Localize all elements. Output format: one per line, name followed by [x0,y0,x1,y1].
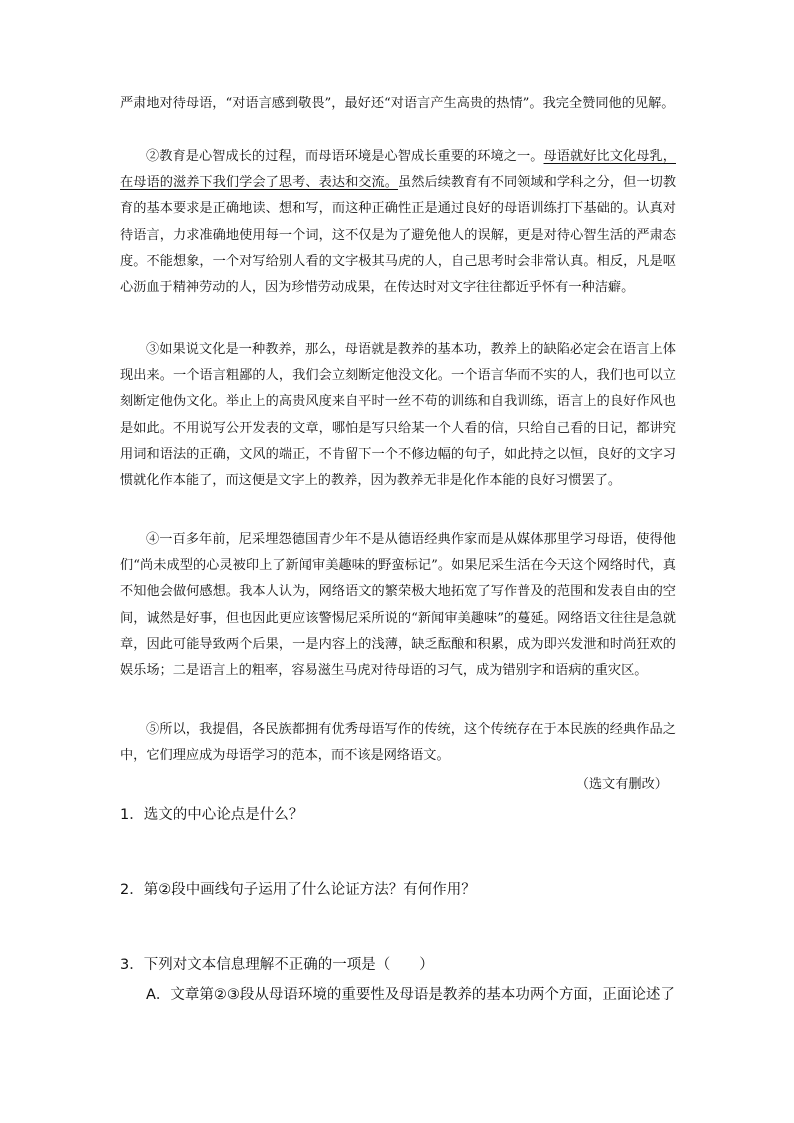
paragraph-1: 严肃地对待母语，“对语言感到敬畏”，最好还“对语言产生高贵的热情”。我完全赞同他的见解。 [120,96,675,111]
paragraph-2-rest: 虽然后续教育有不同领域和学科之分，但一切教育的基本要求是正确地读、想和写，而这种正确性正是通过良好的母语训练打下基础的。认真对待语言，力求准确地使用每一个词，这不仅是为了避免他人的误解，更是对待心智生活的严肃态度。不能想象，一个对写给别人看的文字极其马虎的人，自己思考时会非常认真。相反，凡是呕心沥血于精神劳动的人，因为珍惜劳动成果，在传达时对文字往往都近乎怀有一种洁癖。 [120,175,677,296]
question-1: 1．选文的中心论点是什么？ [120,807,304,823]
underlined-sentence: 母语就好比文化母乳，在母语的滋养下我们学会了思考、表达和交流。 [120,149,676,191]
question-3-option-a: A．文章第②③段从母语环境的重要性及母语是教养的基本功两个方面，正面论述了 [146,987,675,1003]
question-3: 3．下列对文本信息理解不正确的一项是（ ） [120,957,434,973]
paragraph-3: ③如果说文化是一种教养，那么，母语就是教养的基本功，教养上的缺陷必定会在语言上体现出来。一个语言粗鄙的人，我们会立刻断定他没文化。一个语言华而不实的人，我们也可以立刻断定他伪文化。举止上的高贵风度来自平时一丝不苟的训练和自我训练，语言上的良好作风也是如此。不用说写公开发表的文章，哪怕是写只给某一个人看的信，只给自己看的日记，都讲究用词和语法的正确，文风的端正，不肯留下一个不修边幅的句子，如此持之以恒，良好的文字习惯就化作本能了，而这便是文字上的教养，因为教养无非是化作本能的良好习惯罢了。 [120,342,676,489]
paragraph-2-start: ②教育是心智成长的过程，而母语环境是心智成长重要的环境之一。 [146,149,544,164]
source-note: （选文有删改） [575,777,668,792]
paragraph-2 [120,144,676,301]
paragraph-4: ④一百多年前，尼采埋怨德国青少年不是从德语经典作家而是从媒体那里学习母语，使得他们“尚未成型的心灵被印上了新闻审美趣味的野蛮标记”。如果尼采生活在今天这个网络时代，真不知他会做何感想。我本人认为，网络语文的繁荣极大地拓宽了写作普及的范围和发表自由的空间，诚然是好事，但也因此更应该警惕尼采所说的“新闻审美趣味”的蔓延。网络语文往往是急就章，因此可能导致两个后果，一是内容上的浅薄，缺乏酝酿和积累，成为即兴发泄和时尚狂欢的娱乐场；二是语言上的粗率，容易滋生马虎对待母语的习气，成为错别字和语病的重灾区。 [120,532,676,679]
paragraph-5: ⑤所以，我提倡，各民族都拥有优秀母语写作的传统，这个传统存在于本民族的经典作品之中，它们理应成为母语学习的范本，而不该是网络语文。 [120,722,676,764]
question-2: 2．第②段中画线句子运用了什么论证方法？有何作用？ [120,882,476,898]
